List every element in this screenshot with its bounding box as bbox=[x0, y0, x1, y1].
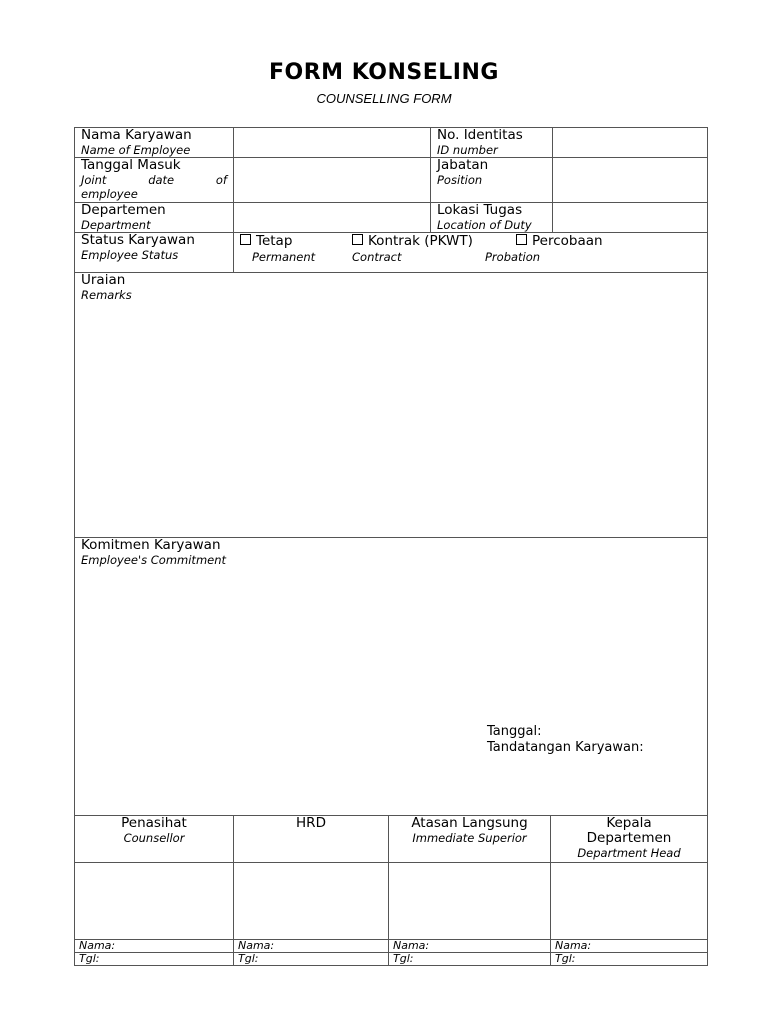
id-number-label: No. Identitas bbox=[437, 127, 523, 143]
join-date-field[interactable] bbox=[234, 158, 431, 203]
status-option-sublabel: Probation bbox=[485, 250, 541, 264]
status-option-label: Percobaan bbox=[532, 233, 603, 249]
superior-label: Atasan Langsung bbox=[411, 815, 528, 831]
status-options bbox=[240, 233, 701, 271]
status-label: Status Karyawan bbox=[81, 232, 195, 248]
status-sublabel: Employee Status bbox=[81, 248, 179, 262]
department-field[interactable] bbox=[234, 203, 431, 233]
checkbox-icon[interactable] bbox=[240, 234, 251, 245]
department-label-cell bbox=[75, 203, 234, 233]
position-label: Jabatan bbox=[437, 157, 489, 173]
hrd-date-field[interactable]: Tgl: bbox=[234, 953, 389, 966]
join-date-label: Tanggal Masuk bbox=[81, 157, 181, 173]
department-label: Departemen bbox=[81, 202, 166, 218]
position-sublabel: Position bbox=[437, 173, 483, 187]
location-label-cell bbox=[431, 203, 553, 233]
hrd-signature-box[interactable] bbox=[234, 863, 389, 940]
dept-head-sublabel: Department Head bbox=[577, 846, 681, 860]
status-option-sublabel: Permanent bbox=[252, 250, 316, 264]
form-title: FORM KONSELING bbox=[269, 60, 499, 85]
employee-signature-label: Tandatangan Karyawan: bbox=[487, 740, 644, 755]
dept-head-header bbox=[551, 816, 708, 863]
superior-sublabel: Immediate Superior bbox=[412, 831, 527, 845]
superior-signature-box[interactable] bbox=[389, 863, 551, 940]
name-sublabel: Name of Employee bbox=[81, 143, 191, 157]
counsellor-sublabel: Counsellor bbox=[123, 831, 185, 845]
location-label: Lokasi Tugas bbox=[437, 202, 523, 218]
employee-sign-block bbox=[487, 724, 644, 756]
status-options-cell bbox=[234, 233, 708, 273]
status-label-cell bbox=[75, 233, 234, 273]
dept-head-signature-box[interactable] bbox=[551, 863, 708, 940]
dept-head-label-2: Departemen bbox=[586, 830, 672, 846]
hrd-header bbox=[234, 816, 389, 863]
commitment-area[interactable] bbox=[75, 538, 708, 816]
status-option-label: Tetap bbox=[256, 233, 293, 249]
dept-head-name-field[interactable]: Nama: bbox=[551, 940, 708, 953]
status-option-label: Kontrak (PKWT) bbox=[368, 233, 473, 249]
id-number-field[interactable] bbox=[553, 128, 708, 158]
status-option-tetap[interactable] bbox=[240, 234, 292, 249]
signature-table bbox=[74, 815, 708, 966]
id-number-sublabel: ID number bbox=[437, 143, 498, 157]
status-option-kontrak[interactable] bbox=[352, 234, 473, 249]
checkbox-icon[interactable] bbox=[516, 234, 527, 245]
dept-head-label: Kepala bbox=[606, 815, 652, 831]
department-sublabel: Department bbox=[81, 218, 151, 232]
status-option-sublabel: Contract bbox=[352, 250, 402, 264]
commitment-label: Komitmen Karyawan bbox=[81, 537, 221, 553]
join-date-sub-word: date bbox=[148, 173, 175, 187]
superior-date-field[interactable]: Tgl: bbox=[389, 953, 551, 966]
id-number-label-cell bbox=[431, 128, 553, 158]
superior-header bbox=[389, 816, 551, 863]
join-date-label-cell bbox=[75, 158, 234, 203]
counsellor-label: Penasihat bbox=[121, 815, 187, 831]
dept-head-date-field[interactable]: Tgl: bbox=[551, 953, 708, 966]
name-label-cell bbox=[75, 128, 234, 158]
counsellor-header bbox=[75, 816, 234, 863]
join-date-sub-word: Joint bbox=[81, 173, 107, 187]
name-field[interactable] bbox=[234, 128, 431, 158]
commitment-sublabel: Employee's Commitment bbox=[81, 553, 227, 567]
date-label: Tanggal: bbox=[487, 724, 542, 739]
hrd-label: HRD bbox=[296, 815, 326, 831]
superior-name-field[interactable]: Nama: bbox=[389, 940, 551, 953]
status-option-percobaan[interactable] bbox=[516, 234, 603, 249]
join-date-sub-word: of bbox=[215, 173, 227, 187]
counsellor-date-field[interactable]: Tgl: bbox=[75, 953, 234, 966]
join-date-sublabel-2: employee bbox=[81, 187, 138, 201]
remarks-label: Uraian bbox=[81, 272, 126, 288]
form-subtitle: COUNSELLING FORM bbox=[316, 91, 452, 106]
counsellor-name-field[interactable]: Nama: bbox=[75, 940, 234, 953]
position-label-cell bbox=[431, 158, 553, 203]
counsellor-signature-box[interactable] bbox=[75, 863, 234, 940]
location-field[interactable] bbox=[553, 203, 708, 233]
remarks-sublabel: Remarks bbox=[81, 288, 132, 302]
hrd-name-field[interactable]: Nama: bbox=[234, 940, 389, 953]
position-field[interactable] bbox=[553, 158, 708, 203]
checkbox-icon[interactable] bbox=[352, 234, 363, 245]
remarks-area[interactable] bbox=[75, 273, 708, 538]
employee-info-table bbox=[74, 127, 708, 816]
join-date-sublabel bbox=[81, 173, 227, 187]
name-label: Nama Karyawan bbox=[81, 127, 192, 143]
location-sublabel: Location of Duty bbox=[437, 218, 532, 232]
